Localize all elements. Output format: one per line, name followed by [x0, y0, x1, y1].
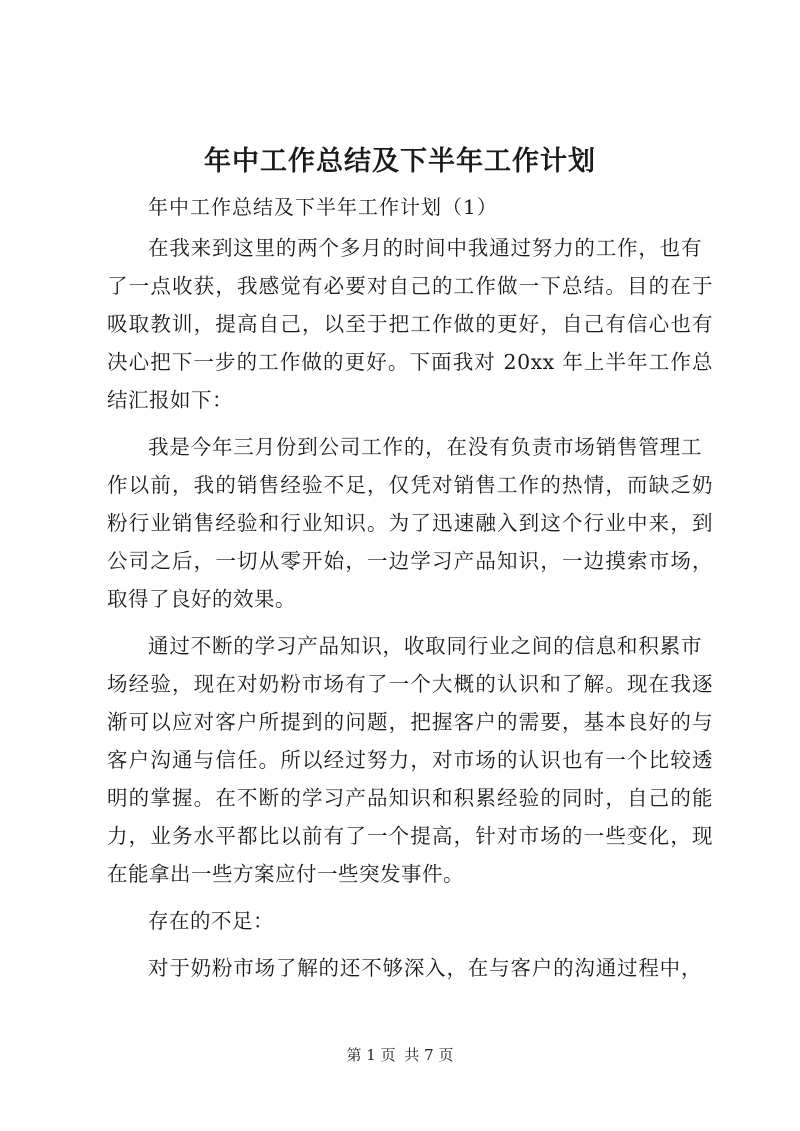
- paragraph-line: 场经验，现在对奶粉市场有了一个大概的认识和了解。现在我逐: [107, 672, 713, 696]
- paragraph-line: 结汇报如下：: [107, 388, 233, 412]
- paragraph-line: 明的掌握。在不断的学习产品知识和积累经验的同时，自己的能: [107, 786, 713, 810]
- page-total: 共 7 页: [404, 1046, 454, 1064]
- paragraph-line: 决心把下一步的工作做的更好。下面我对 20xx 年上半年工作总: [107, 350, 713, 374]
- page-number: 第 1 页: [346, 1046, 396, 1064]
- paragraph-line: 通过不断的学习产品知识，收取同行业之间的信息和积累市: [148, 634, 702, 658]
- paragraph-line: 在能拿出一些方案应付一些突发事件。: [107, 862, 464, 886]
- paragraph-line: 渐可以应对客户所提到的问题，把握客户的需要，基本良好的与: [107, 710, 713, 734]
- paragraph-line: 吸取教训，提高自己，以至于把工作做的更好，自己有信心也有: [107, 312, 713, 336]
- paragraph-line: 取得了良好的效果。: [107, 587, 296, 611]
- page-footer: [0, 1043, 800, 1067]
- paragraph-line: 作以前，我的销售经验不足，仅凭对销售工作的热情，而缺乏奶: [107, 473, 713, 497]
- paragraph-line: 存在的不足：: [148, 909, 274, 933]
- paragraph-line: 在我来到这里的两个多月的时间中我通过努力的工作，也有: [148, 236, 702, 260]
- paragraph-line: 粉行业销售经验和行业知识。为了迅速融入到这个行业中来，到: [107, 511, 713, 535]
- paragraph-line: 我是今年三月份到公司工作的，在没有负责市场销售管理工: [148, 435, 702, 459]
- document-subtitle: 年中工作总结及下半年工作计划（1）: [148, 195, 498, 219]
- paragraph-line: 力，业务水平都比以前有了一个提高，针对市场的一些变化，现: [107, 824, 713, 848]
- paragraph-line: 对于奶粉市场了解的还不够深入，在与客户的沟通过程中，: [148, 956, 702, 980]
- paragraph-line: 客户沟通与信任。所以经过努力，对市场的认识也有一个比较透: [107, 748, 713, 772]
- paragraph-line: 了一点收获，我感觉有必要对自己的工作做一下总结。目的在于: [107, 274, 713, 298]
- document-title: 年中工作总结及下半年工作计划: [204, 146, 596, 177]
- paragraph-line: 公司之后，一切从零开始，一边学习产品知识，一边摸索市场，: [107, 549, 713, 573]
